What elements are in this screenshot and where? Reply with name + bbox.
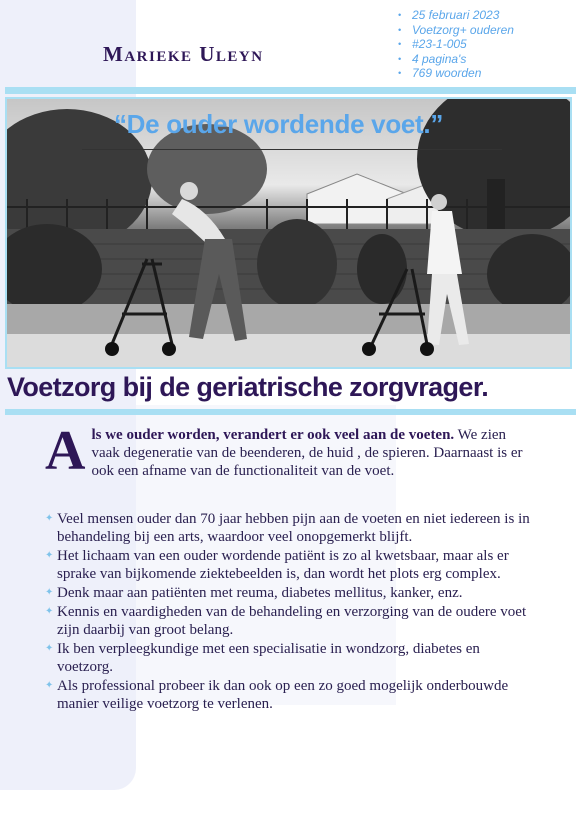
intro-paragraph xyxy=(45,420,535,482)
intro-body: We zien vaak degeneratie van de beenderen, de huid , de spieren. Daarnaast is er ook een afname van de functionaliteit van de voet. xyxy=(91,427,523,479)
list-item: ✦ Veel mensen ouder dan 70 jaar hebben pijn aan de voeten en niet iedereen is in behandeling bij een arts, waardoor veel onopgemerkt blijft. xyxy=(45,510,535,546)
author-name: Marieke Uleyn xyxy=(103,42,264,66)
list-item: ✦ Ik ben verpleegkundige met een specialisatie in wondzorg, diabetes en voetzorg. xyxy=(45,640,535,676)
meta-pages: • 4 pagina's xyxy=(398,52,514,67)
list-item: ✦ Denk maar aan patiënten met reuma, diabetes mellitus, kanker, enz. xyxy=(45,584,535,602)
meta-date: • 25 februari 2023 xyxy=(398,8,514,23)
list-item: ✦ Als professional probeer ik dan ook op een zo goed mogelijk onderbouwde manier veilige voetzorg te verlenen. xyxy=(45,677,535,713)
hero-photo xyxy=(5,97,572,369)
list-item: ✦ Kennis en vaardigheden van de behandeling en verzorging van de oudere voet zijn daarbij van groot belang. xyxy=(45,603,535,639)
intro-lead: ls we ouder worden, verandert er ook veel aan de voeten. xyxy=(91,427,455,443)
meta-code: • #23-1-005 xyxy=(398,37,514,52)
article-headline: Voetzorg bij de geriatrische zorgvrager. xyxy=(7,372,489,402)
article-meta-list xyxy=(398,8,514,81)
meta-word-count: • 769 woorden xyxy=(398,66,514,81)
bullet-list xyxy=(45,510,535,714)
drop-cap: A xyxy=(45,420,86,482)
title-underline xyxy=(82,149,502,150)
header-divider xyxy=(5,87,576,94)
headline-divider xyxy=(5,409,576,415)
photo-title: “De ouder wordende voet.” xyxy=(113,109,444,139)
list-item: ✦ Het lichaam van een ouder wordende patiënt is zo al kwetsbaar, maar als er sprake van bijkomende ziektebeelden is, dan wordt het plots erg complex. xyxy=(45,547,535,583)
meta-category: • Voetzorg+ ouderen xyxy=(398,23,514,38)
